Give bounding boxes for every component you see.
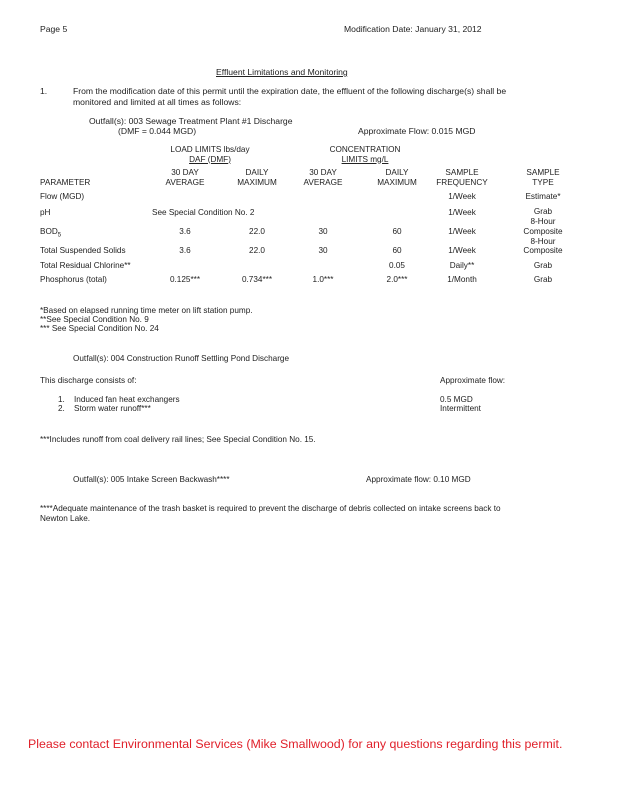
footnote-special-condition-9: **See Special Condition No. 9: [40, 315, 149, 324]
row-load-maximum: 22.0: [249, 227, 265, 236]
outfall-003-flow: Approximate Flow: 0.015 MGD: [358, 126, 476, 136]
outfall-004-consists: This discharge consists of:: [40, 376, 137, 385]
contact-note: Please contact Environmental Services (Mike Smallwood) for any questions regarding this permit.: [28, 737, 563, 751]
header-parameter: PARAMETER: [40, 178, 91, 187]
item-text-line2: monitored and limited at all times as follows:: [73, 97, 242, 107]
outfall-003-dmf: (DMF = 0.044 MGD): [118, 126, 197, 136]
item-text-line1: From the modification date of this permit until the expiration date, the effluent of the following discharge(s) shall be: [73, 86, 507, 96]
outfall-005-flow: Approximate flow: 0.10 MGD: [366, 475, 471, 484]
row-parameter: Total Suspended Solids: [40, 246, 126, 255]
concentration-heading: CONCENTRATION LIMITS mg/L: [329, 145, 401, 164]
page-number: Page 5: [40, 24, 68, 34]
row-load-average: 3.6: [179, 246, 191, 255]
outfall-005-footnote-line2: Newton Lake.: [40, 514, 91, 523]
footnote-elapsed-time: *Based on elapsed running time meter on lift station pump.: [40, 306, 253, 315]
outfall-004-item-number: 1.: [58, 395, 65, 404]
outfall-003-label: Outfall(s): 003 Sewage Treatment Plant #1 Discharge: [89, 116, 293, 126]
outfall-004-footnote: ***Includes runoff from coal delivery rail lines; See Special Condition No. 15.: [40, 435, 316, 444]
header-sample-frequency: SAMPLE FREQUENCY: [436, 168, 488, 187]
row-conc-average: 1.0***: [312, 275, 334, 284]
footnote-special-condition-24: *** See Special Condition No. 24: [40, 324, 159, 333]
row-frequency: Daily**: [449, 261, 475, 270]
row-parameter: $BOD_5$: [40, 227, 62, 239]
row-frequency: 1/Week: [448, 227, 476, 236]
outfall-005-footnote-line1: ****Adequate maintenance of the trash basket is required to prevent the discharge of debris collected on intake screens back to: [40, 504, 501, 513]
row-conc-average: 30: [318, 246, 328, 255]
row-conc-maximum: 0.05: [389, 261, 405, 270]
outfall-004-item-text: Storm water runoff***: [74, 404, 151, 413]
row-parameter: pH: [40, 208, 51, 217]
outfall-004-item-flow: 0.5 MGD: [440, 395, 473, 404]
row-frequency: 1/Week: [448, 246, 476, 255]
outfall-005-label: Outfall(s): 005 Intake Screen Backwash****: [73, 475, 230, 484]
load-limits-heading: LOAD LIMITS lbs/day DAF (DMF): [170, 145, 250, 164]
row-frequency: 1/Week: [448, 208, 476, 217]
row-frequency: 1/Week: [448, 192, 476, 201]
row-load-maximum: 22.0: [249, 246, 265, 255]
header-load-maximum: DAILY MAXIMUM: [237, 168, 277, 187]
row-type: Grab 8-Hour: [530, 207, 556, 226]
header-conc-average: 30 DAY AVERAGE: [303, 168, 343, 187]
row-type: Grab: [533, 261, 553, 270]
header-load-average: 30 DAY AVERAGE: [165, 168, 205, 187]
row-load-maximum: 0.734***: [241, 275, 273, 284]
row-conc-maximum: 60: [392, 227, 402, 236]
row-type: Composite: [523, 246, 563, 255]
outfall-004-approx-header: Approximate flow:: [440, 376, 506, 385]
item-number: 1.: [40, 86, 48, 96]
modification-date: Modification Date: January 31, 2012: [344, 24, 482, 34]
outfall-004-item-number: 2.: [58, 404, 65, 413]
header-sample-type: SAMPLE TYPE: [526, 168, 560, 187]
row-type: Composite 8-Hour: [523, 227, 563, 246]
row-type: Grab: [533, 275, 553, 284]
section-title: Effluent Limitations and Monitoring: [216, 67, 348, 77]
row-conc-maximum: 2.0***: [386, 275, 408, 284]
row-parameter: Flow (MGD): [40, 192, 85, 201]
header-conc-maximum: DAILY MAXIMUM: [377, 168, 417, 187]
outfall-004-item-flow: Intermittent: [440, 404, 481, 413]
row-conc-maximum: 60: [392, 246, 402, 255]
row-conc-average: 30: [318, 227, 328, 236]
outfall-004-label: Outfall(s): 004 Construction Runoff Settling Pond Discharge: [73, 354, 290, 363]
row-load-average: 3.6: [179, 227, 191, 236]
row-type: Estimate*: [525, 192, 561, 201]
row-parameter: Total Residual Chlorine**: [40, 261, 131, 270]
row-load-average: 0.125***: [169, 275, 201, 284]
row-frequency: 1/Month: [447, 275, 477, 284]
row-parameter: Phosphorus (total): [40, 275, 107, 284]
row-special-condition: See Special Condition No. 2: [152, 208, 255, 217]
outfall-004-item-text: Induced fan heat exchangers: [74, 395, 180, 404]
